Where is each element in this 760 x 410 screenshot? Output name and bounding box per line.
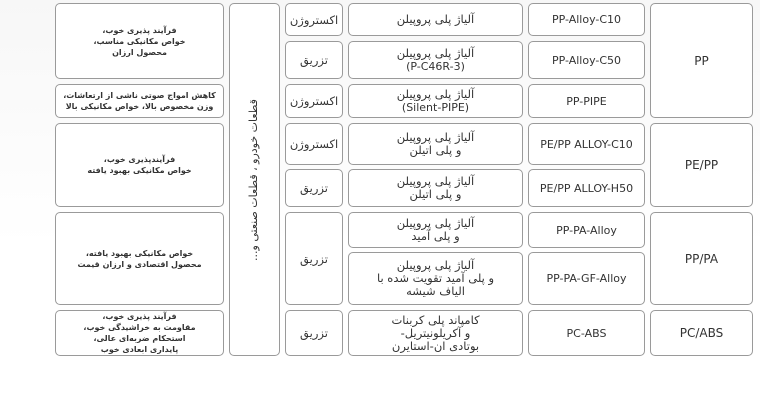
benefit-line: پایداری ابعادی خوب	[100, 345, 179, 354]
process-cell	[285, 169, 343, 207]
benefit-line: فرآیند پذیری خوب،	[102, 25, 177, 35]
process-label: تزریق	[300, 181, 328, 195]
description-cell	[348, 41, 523, 79]
grade-label: PC-ABS	[566, 326, 607, 340]
group-cell-pc-abs	[650, 310, 753, 356]
process-label: اکستروژن	[289, 94, 339, 108]
benefit-cell	[55, 212, 224, 305]
description-cell	[348, 252, 523, 305]
grade-label: PP-Alloy-C50	[551, 53, 622, 67]
group-label: PE/PP	[684, 158, 719, 172]
grade-label: PE/PP ALLOY-C10	[540, 137, 633, 151]
description-line: و پلی آمید تقویت شده با	[376, 271, 495, 285]
grade-cell	[528, 84, 645, 118]
grade-cell	[528, 41, 645, 79]
description-line: آلیاژ پلی پروپیلن	[396, 174, 475, 188]
description-line: و پلی آمید	[411, 229, 460, 243]
benefit-line: فرآیند پذیری خوب،	[102, 312, 177, 321]
description-line: آلیاژ پلی پروپیلن	[396, 258, 475, 272]
description-line: آلیاژ پلی پروپیلن	[396, 12, 475, 26]
description-line: آلیاژ پلی پروپیلن	[396, 87, 475, 101]
benefit-cell	[55, 123, 224, 207]
group-cell-pp	[650, 3, 753, 118]
description-line: و پلی اتیلن	[409, 187, 462, 201]
benefit-line: مقاومت به خراشیدگی خوب،	[83, 323, 196, 332]
description-line: آلیاژ پلی پروپیلن	[396, 130, 475, 144]
process-label: تزریق	[300, 251, 328, 266]
grade-cell	[528, 212, 645, 248]
grade-cell	[528, 123, 645, 165]
description-line: آلیاژ پلی پروپیلن	[396, 216, 475, 230]
description-cell	[348, 123, 523, 165]
grade-cell	[528, 3, 645, 36]
group-label: PP	[694, 53, 709, 68]
description-cell	[348, 3, 523, 36]
benefit-line: فرآیندپذیری خوب،	[103, 155, 176, 164]
description-line: (P-C46R-3)	[406, 60, 465, 73]
benefit-line: محصول اقتصادی و ارزان قیمت	[77, 259, 202, 269]
grade-label: PP-PIPE	[566, 94, 607, 108]
group-label: PP/PA	[684, 251, 719, 266]
process-cell	[285, 41, 343, 79]
description-line: (Silent-PIPE)	[401, 101, 470, 114]
process-cell	[285, 212, 343, 305]
description-line: آلیاژ پلی پروپیلن	[396, 46, 475, 60]
group-label: PC/ABS	[679, 326, 724, 340]
description-line: و پلی اتیلن	[409, 143, 462, 157]
process-label: اکستروژن	[289, 137, 339, 151]
benefit-line: خواص مکانیکی بهبود یافته	[87, 166, 192, 175]
process-label: تزریق	[300, 53, 328, 67]
grade-cell	[528, 169, 645, 207]
grade-cell	[528, 252, 645, 305]
process-cell	[285, 310, 343, 356]
process-label: تزریق	[300, 326, 328, 340]
description-line: الیاف شیشه	[406, 284, 465, 298]
application-label: قطعات خودرو ، قطعات صنعتی و...	[247, 99, 260, 261]
description-cell	[348, 310, 523, 356]
process-cell	[285, 123, 343, 165]
grade-cell	[528, 310, 645, 356]
grade-label: PP-Alloy-C10	[551, 13, 622, 26]
benefit-cell	[55, 3, 224, 79]
group-cell-pe-pp	[650, 123, 753, 207]
group-cell-pp-pa	[650, 212, 753, 305]
description-cell	[348, 84, 523, 118]
process-cell	[285, 84, 343, 118]
benefit-cell	[55, 84, 224, 118]
benefit-line: خواص مکانیکی مناسب،	[93, 36, 186, 46]
benefit-line: استحکام ضربه‌ای عالی،	[93, 334, 186, 343]
benefit-line: وزن مخصوص بالا، خواص مکانیکی بالا	[65, 102, 214, 111]
grade-label: PP-PA-Alloy	[556, 223, 617, 237]
process-cell	[285, 3, 343, 36]
benefit-line: محصول ارزان	[112, 47, 167, 57]
benefit-line: کاهش امواج صوتی ناشی از ارتعاشات،	[63, 91, 216, 100]
description-line: و آکریلونیتریل-	[400, 325, 471, 340]
grade-label: PE/PP ALLOY-H50	[539, 181, 634, 195]
process-label: اکستروژن	[289, 12, 339, 27]
description-cell	[348, 212, 523, 248]
description-line: بوتادی ان-استایرن	[391, 338, 480, 353]
grade-label: PP-PA-GF-Alloy	[546, 272, 627, 285]
description-line: کامپاند پلی کربنات	[391, 312, 480, 327]
description-cell	[348, 169, 523, 207]
benefit-cell	[55, 310, 224, 356]
benefit-line: خواص مکانیکی بهبود یافته،	[85, 248, 194, 258]
